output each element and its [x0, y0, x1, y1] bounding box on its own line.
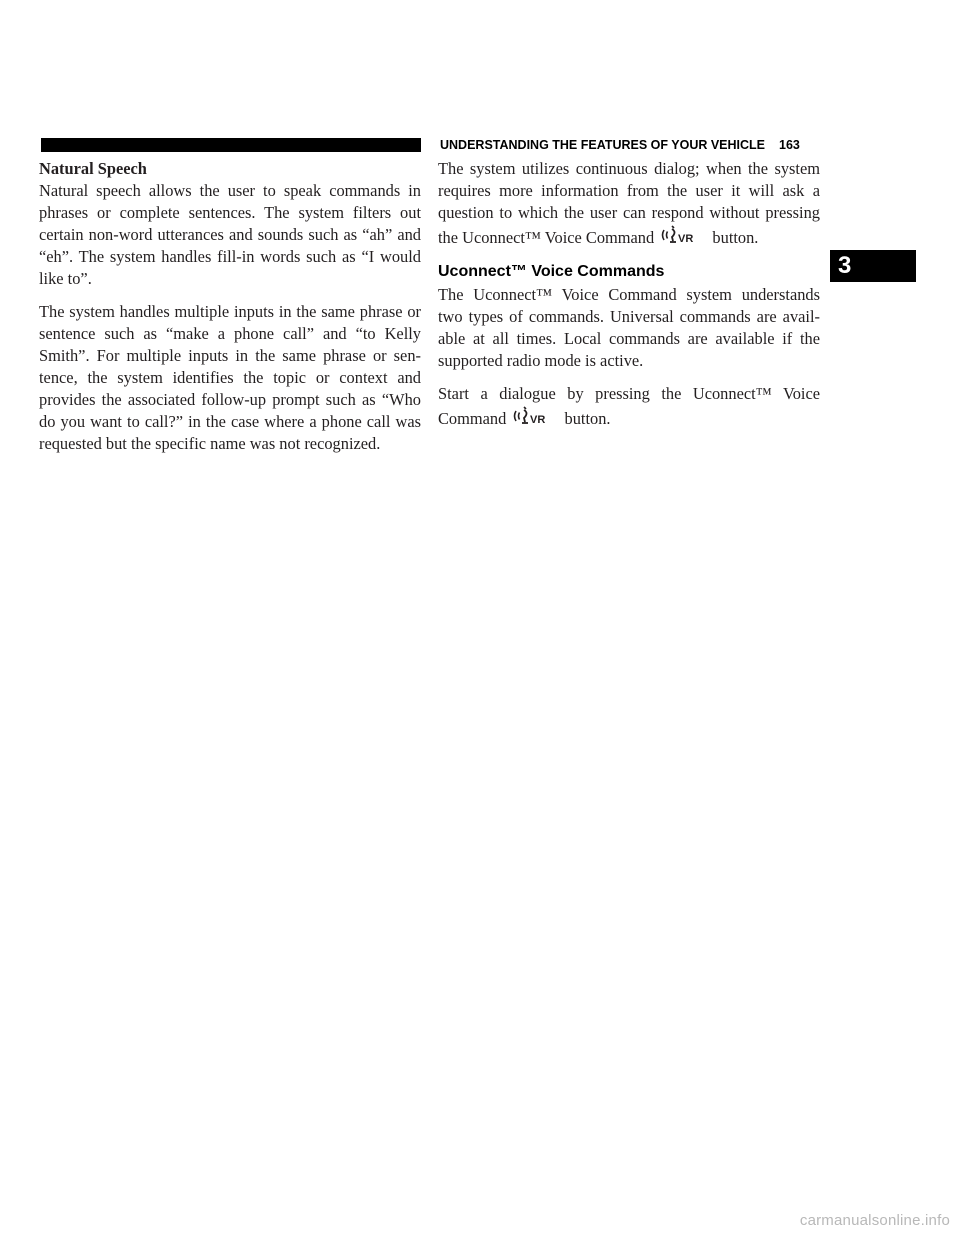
start-dialogue-paragraph — [438, 383, 820, 430]
running-head — [440, 137, 824, 153]
vr-label: VR — [678, 233, 694, 245]
chapter-tab: 3 — [830, 250, 916, 282]
natural-speech-heading: Natural Speech — [39, 159, 147, 178]
right-column — [438, 158, 820, 441]
continuous-dialog-text: The system utilizes continuous dialog; when the system requires more information from the user it will ask a question to which the user can respond without pressing the Uconnect™ Voice Command — [438, 159, 820, 247]
start-dialogue-button-word: button. — [564, 409, 611, 428]
vr-label: VR — [530, 414, 546, 426]
continuous-dialog-button-word: button. — [712, 228, 759, 247]
voice-recognition-icon — [512, 405, 556, 427]
page-number: 163 — [779, 138, 800, 152]
left-column — [39, 158, 421, 466]
continuous-dialog-paragraph — [438, 158, 820, 249]
watermark: carmanualsonline.info — [799, 1212, 950, 1229]
section-title: UNDERSTANDING THE FEATURES OF YOUR VEHICLE — [440, 138, 766, 152]
header-bar — [41, 138, 421, 152]
voice-commands-paragraph: The Uconnect™ Voice Command system understands two types of commands. Universal commands are avail-able at all times. Local commands are available if the supported radio mode is active. — [438, 285, 820, 370]
voice-commands-heading: Uconnect™ Voice Commands — [438, 263, 665, 280]
natural-speech-paragraph-2: The system handles multiple inputs in the same phrase or sentence such as “make a phone call” and “to Kelly Smith”. For multiple inputs in the same phrase or sen-tence, the system identifies the topic or context and provides the associated follow-up prompt such as “Who do you want to call?” in the case where a phone call was requested but the specific name was not recognized. — [39, 302, 421, 453]
start-dialogue-text: Start a dialogue by pressing the Uconnect™ Voice Command — [438, 384, 820, 428]
voice-recognition-icon — [660, 224, 704, 246]
natural-speech-paragraph-1: Natural speech allows the user to speak commands in phrases or complete sentences. The system filters out certain non-word utterances and sounds such as “ah” and “eh”. The system handles fill-in words such as “I would like to”. — [39, 181, 421, 288]
